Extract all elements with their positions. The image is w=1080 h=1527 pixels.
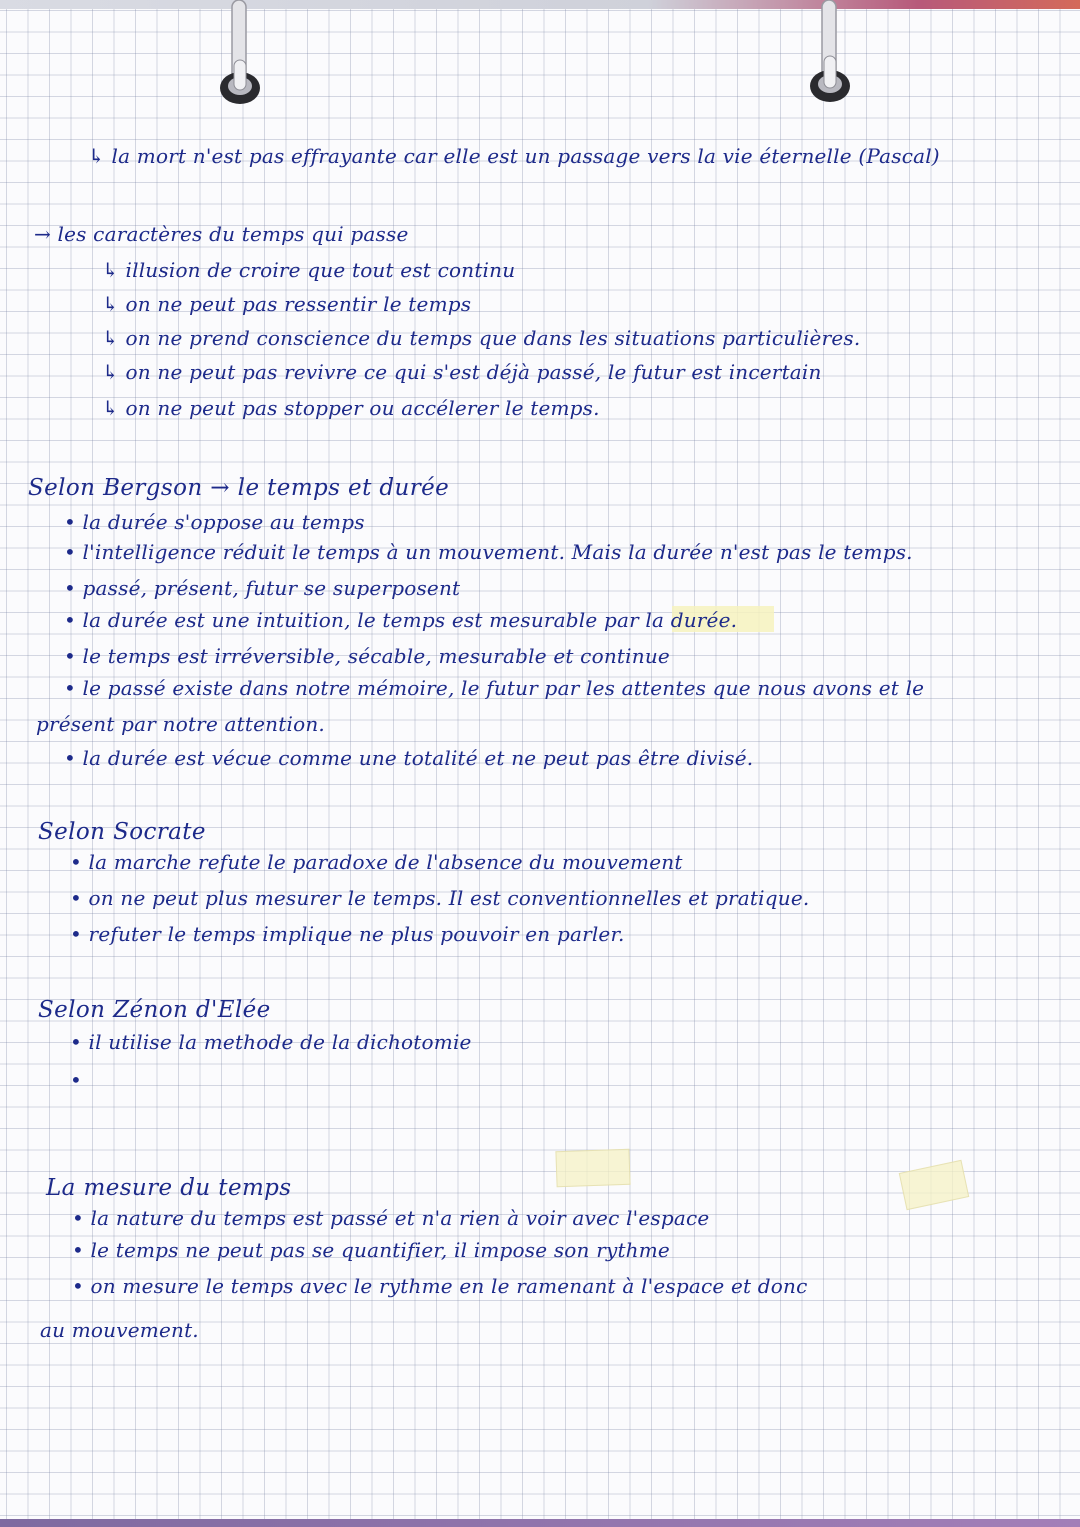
list-item: • la marche refute le paradoxe de l'absence du mouvement [70,850,683,874]
list-item-continued: au mouvement. [40,1318,199,1342]
section-heading: → les caractères du temps qui passe [34,222,409,246]
list-item: • passé, présent, futur se superposent [64,576,461,600]
note-line: ↳ la mort n'est pas effrayante car elle est un passage vers la vie éternelle (Pascal) [88,144,940,168]
tape-piece [555,1149,630,1188]
list-item: • l'intelligence réduit le temps à un mouvement. Mais la durée n'est pas le temps. [64,540,913,564]
list-item: • le temps est irréversible, sécable, mesurable et continue [64,644,670,668]
binder-ring-left-icon [214,0,270,112]
page-top-edge [0,0,1080,9]
binder-ring-right-icon [800,0,856,112]
note-line: ↳ illusion de croire que tout est continu [102,258,516,282]
section-heading: Selon Socrate [38,819,206,845]
list-item-continued: présent par notre attention. [36,712,325,736]
section-heading: Selon Bergson → le temps et durée [28,475,450,501]
list-item: • on mesure le temps avec le rythme en le ramenant à l'espace et donc [72,1274,808,1298]
list-item: • refuter le temps implique ne plus pouvoir en parler. [70,922,625,946]
list-item-empty: • [70,1068,82,1092]
tape-piece [899,1160,970,1210]
note-line: ↳ on ne peut pas stopper ou accélerer le temps. [102,396,600,420]
note-line: ↳ on ne peut pas revivre ce qui s'est déjà passé, le futur est incertain [102,360,822,384]
note-line: ↳ on ne peut pas ressentir le temps [102,292,472,316]
list-item: • il utilise la methode de la dichotomie [70,1030,472,1054]
list-item: • la durée s'oppose au temps [64,510,365,534]
note-line: ↳ on ne prend conscience du temps que dans les situations particulières. [102,326,861,350]
section-heading: La mesure du temps [46,1175,292,1201]
page-bottom-edge [0,1519,1080,1527]
list-item: • le passé existe dans notre mémoire, le futur par les attentes que nous avons et le [64,676,925,700]
list-item: • le temps ne peut pas se quantifier, il impose son rythme [72,1238,670,1262]
list-item: • la durée est une intuition, le temps est mesurable par la durée. [64,608,738,632]
list-item: • on ne peut plus mesurer le temps. Il est conventionnelles et pratique. [70,886,810,910]
list-item: • la durée est vécue comme une totalité et ne peut pas être divisé. [64,746,754,770]
section-heading: Selon Zénon d'Elée [38,997,271,1023]
list-item: • la nature du temps est passé et n'a rien à voir avec l'espace [72,1206,710,1230]
